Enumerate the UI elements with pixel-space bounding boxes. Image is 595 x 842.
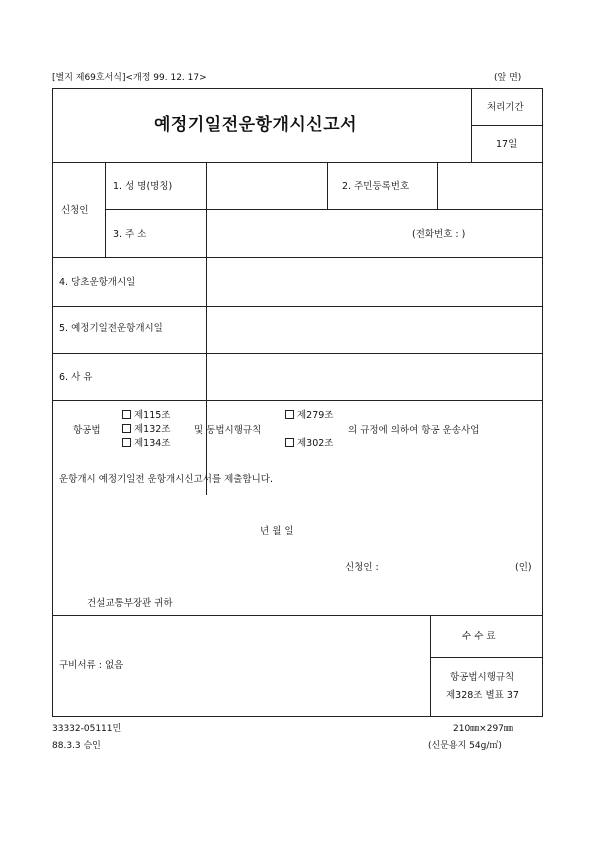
article-279-option[interactable] xyxy=(285,411,334,421)
name-label: 1. 성 명(명칭) xyxy=(113,181,173,192)
submission-statement: 운항개시 예정기일전 운항개시신고서를 제출합니다. xyxy=(59,474,273,485)
early-date-field[interactable] xyxy=(208,308,540,351)
checkbox-icon[interactable] xyxy=(285,438,294,447)
article-132-option[interactable] xyxy=(122,425,171,435)
fee-row-divider xyxy=(430,657,542,658)
address-label: 3. 주 소 xyxy=(113,229,147,240)
initial-date-label: 4. 당초운항개시일 xyxy=(59,277,136,288)
address-field[interactable] xyxy=(208,211,408,256)
article-302-label: 제302조 xyxy=(297,438,334,449)
form-number: [별지 제69호서식]<개정 99. 12. 17> xyxy=(52,73,207,83)
article-132-label: 제132조 xyxy=(134,424,171,435)
initial-date-field[interactable] xyxy=(208,259,540,304)
form-code: 33332-05111민 xyxy=(52,724,122,734)
checkbox-icon[interactable] xyxy=(285,410,294,419)
page-side-label: (앞 면) xyxy=(494,73,522,83)
frame-top-border xyxy=(52,88,543,89)
processing-period-value: 17일 xyxy=(496,139,518,150)
early-date-label: 5. 예정기일전운항개시일 xyxy=(59,323,163,334)
applicant-row-divider xyxy=(105,209,542,210)
applicant-signature-label: 신청인 : xyxy=(345,562,379,573)
paper-size: 210㎜×297㎜ xyxy=(453,724,513,734)
row4-bottom-line xyxy=(52,306,543,307)
fee-rule-line2: 제328조 별표 37 xyxy=(446,690,519,701)
reg-value-divider xyxy=(437,162,438,209)
label-column-divider xyxy=(206,162,207,495)
reason-label: 6. 사 유 xyxy=(59,372,93,383)
processing-row-divider xyxy=(471,125,542,126)
article-302-option[interactable] xyxy=(285,439,334,449)
law-middle-text: 및 동법시행규칙 xyxy=(194,425,262,436)
fee-label: 수 수 료 xyxy=(462,631,496,642)
law-label: 항공법 xyxy=(73,425,101,436)
row6-bottom-line xyxy=(52,400,543,401)
name-reg-divider xyxy=(327,162,328,209)
fee-column-divider xyxy=(430,615,431,716)
approval-date: 88.3.3 승인 xyxy=(52,741,101,751)
article-115-label: 제115조 xyxy=(134,410,171,421)
title-bottom-line xyxy=(52,162,543,163)
applicant-group-label: 신청인 xyxy=(61,205,89,216)
article-115-option[interactable] xyxy=(122,411,171,421)
frame-left-border xyxy=(52,88,53,717)
addressee: 건설교통부장관 귀하 xyxy=(87,598,173,609)
phone-number-text: (전화번호 : ) xyxy=(412,229,466,240)
paper-type: (신문용지 54g/㎡) xyxy=(428,741,502,751)
fee-rule-line1: 항공법시행규칙 xyxy=(450,672,515,683)
law-block-bottom-line xyxy=(52,615,543,616)
form-title: 예정기일전운항개시신고서 xyxy=(154,115,358,135)
processing-period-label: 처리기간 xyxy=(487,102,524,113)
reason-field[interactable] xyxy=(208,355,540,398)
article-134-option[interactable] xyxy=(122,439,171,449)
article-279-label: 제279조 xyxy=(297,410,334,421)
law-tail-text: 의 규정에 의하여 항공 운송사업 xyxy=(348,425,480,436)
frame-bottom-border xyxy=(52,716,543,717)
checkbox-icon[interactable] xyxy=(122,410,131,419)
checkbox-icon[interactable] xyxy=(122,424,131,433)
frame-right-border xyxy=(542,88,543,717)
row5-bottom-line xyxy=(52,353,543,354)
registration-number-field[interactable] xyxy=(439,164,540,208)
seal-mark: (인) xyxy=(515,562,532,573)
applicant-bottom-line xyxy=(52,257,543,258)
article-134-label: 제134조 xyxy=(134,438,171,449)
required-documents: 구비서류 : 없음 xyxy=(59,660,124,671)
name-field[interactable] xyxy=(208,164,326,208)
checkbox-icon[interactable] xyxy=(122,438,131,447)
registration-number-label: 2. 주민등록번호 xyxy=(342,181,410,192)
date-line: 년 월 일 xyxy=(260,526,294,537)
